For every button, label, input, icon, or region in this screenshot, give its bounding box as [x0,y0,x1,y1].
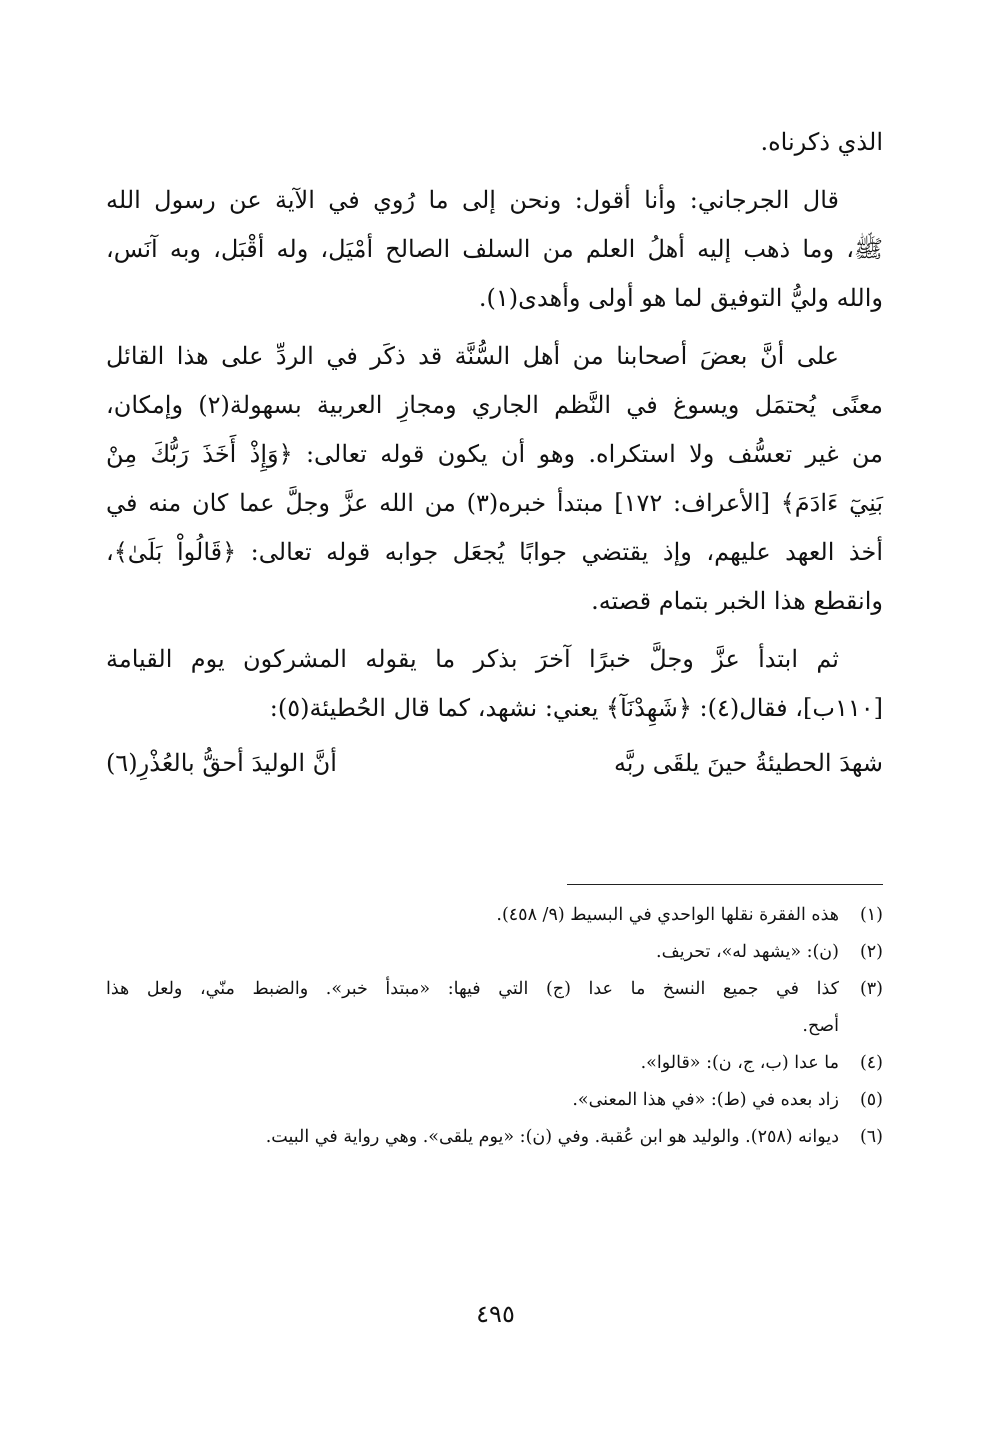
footnote [106,897,883,934]
text-line: على أنَّ بعضَ أصحابنا من أهل السُّنَّة قد ذكَر في الردِّ على هذا القائل [106,342,839,370]
footnote-text: ديوانه (٢٥٨). والوليد هو ابن عُقبة. وفي (ن): «يوم يلقى». وهي رواية في البيت. [265,1127,839,1147]
footnote-separator [567,884,883,885]
footnote-text: زاد بعده في (ط): «في هذا المعنى». [572,1090,839,1110]
verse-second-hemistich: أنَّ الوليدَ أحقُّ بالعُذْرِ(٦) [106,749,337,777]
text-line: أخذ العهد عليهم، وإذ يقتضي جوابًا يُجعَل جوابه قوله تعالى: ﴿قَالُواْ بَلَىٰ﴾، [106,538,883,566]
body-text [106,118,883,788]
footnotes [106,897,883,1156]
text-line: الذي ذكرناه. [760,128,883,156]
verse-first-hemistich: شهدَ الحطيئةُ حينَ يلقَى ربَّه [613,749,883,777]
text-line: قال الجرجاني: وأنا أقول: ونحن إلى ما رُوي في الآية عن رسول الله [106,186,839,214]
footnote [106,971,883,1008]
footnote-number: (٣) [859,979,883,999]
text-line: من غير تعسُّف ولا استكراه. وهو أن يكون قوله تعالى: ﴿وَإِذْ أَخَذَ رَبُّكَ مِنْ [106,440,883,468]
text-line: معنًى يُحتمَل ويسوغ في النَّظم الجاري ومجازِ العربية بسهولة(٢) وإمكان، [106,391,883,419]
footnote-number: (٢) [859,942,883,962]
poetry-verse [106,739,883,788]
footnote [106,1119,883,1156]
footnote [106,1082,883,1119]
footnote-number: (٤) [859,1053,883,1073]
footnote [106,934,883,971]
text-line: [١١٠ب]، فقال(٤): ﴿شَهِدْنَآ﴾ يعني: نشهد، كما قال الحُطيئة(٥): [269,694,883,722]
footnote-text: هذه الفقرة نقلها الواحدي في البسيط (٩/ ٤٥٨). [496,905,839,925]
text-line: وانقطع هذا الخبر بتمام قصته. [591,587,883,615]
text-line: والله وليُّ التوفيق لما هو أولى وأهدى(١). [478,284,883,312]
page-number: ٤٩٥ [476,1300,515,1328]
text-line: بَنِيٓ ءَادَمَ﴾ [الأعراف: ١٧٢] مبتدأ خبره(٣) من الله عزَّ وجلَّ عما كان منه في [106,489,883,517]
footnote-number: (٦) [859,1127,883,1147]
footnote-continuation: أصح. [802,1016,839,1036]
footnote [106,1045,883,1082]
footnote-text: (ن): «يشهد له»، تحريف. [656,942,839,962]
text-line: ثم ابتدأ عزَّ وجلَّ خبرًا آخرَ بذكر ما يقوله المشركون يوم القيامة [106,645,839,673]
footnote-number: (٥) [859,1090,883,1110]
text-line: ﷺ، وما ذهب إليه أهلُ العلم من السلف الصالح أمْيَل، وله أقْبَل، وبه آنَس، [106,235,883,263]
footnote-number: (١) [859,905,883,925]
footnote-text: كذا في جميع النسخ ما عدا (ج) التي فيها: «مبتدأ خبر». والضبط منّي، ولعل هذا [106,979,839,999]
footnote-text: ما عدا (ب، ج، ن): «قالوا». [640,1053,839,1073]
